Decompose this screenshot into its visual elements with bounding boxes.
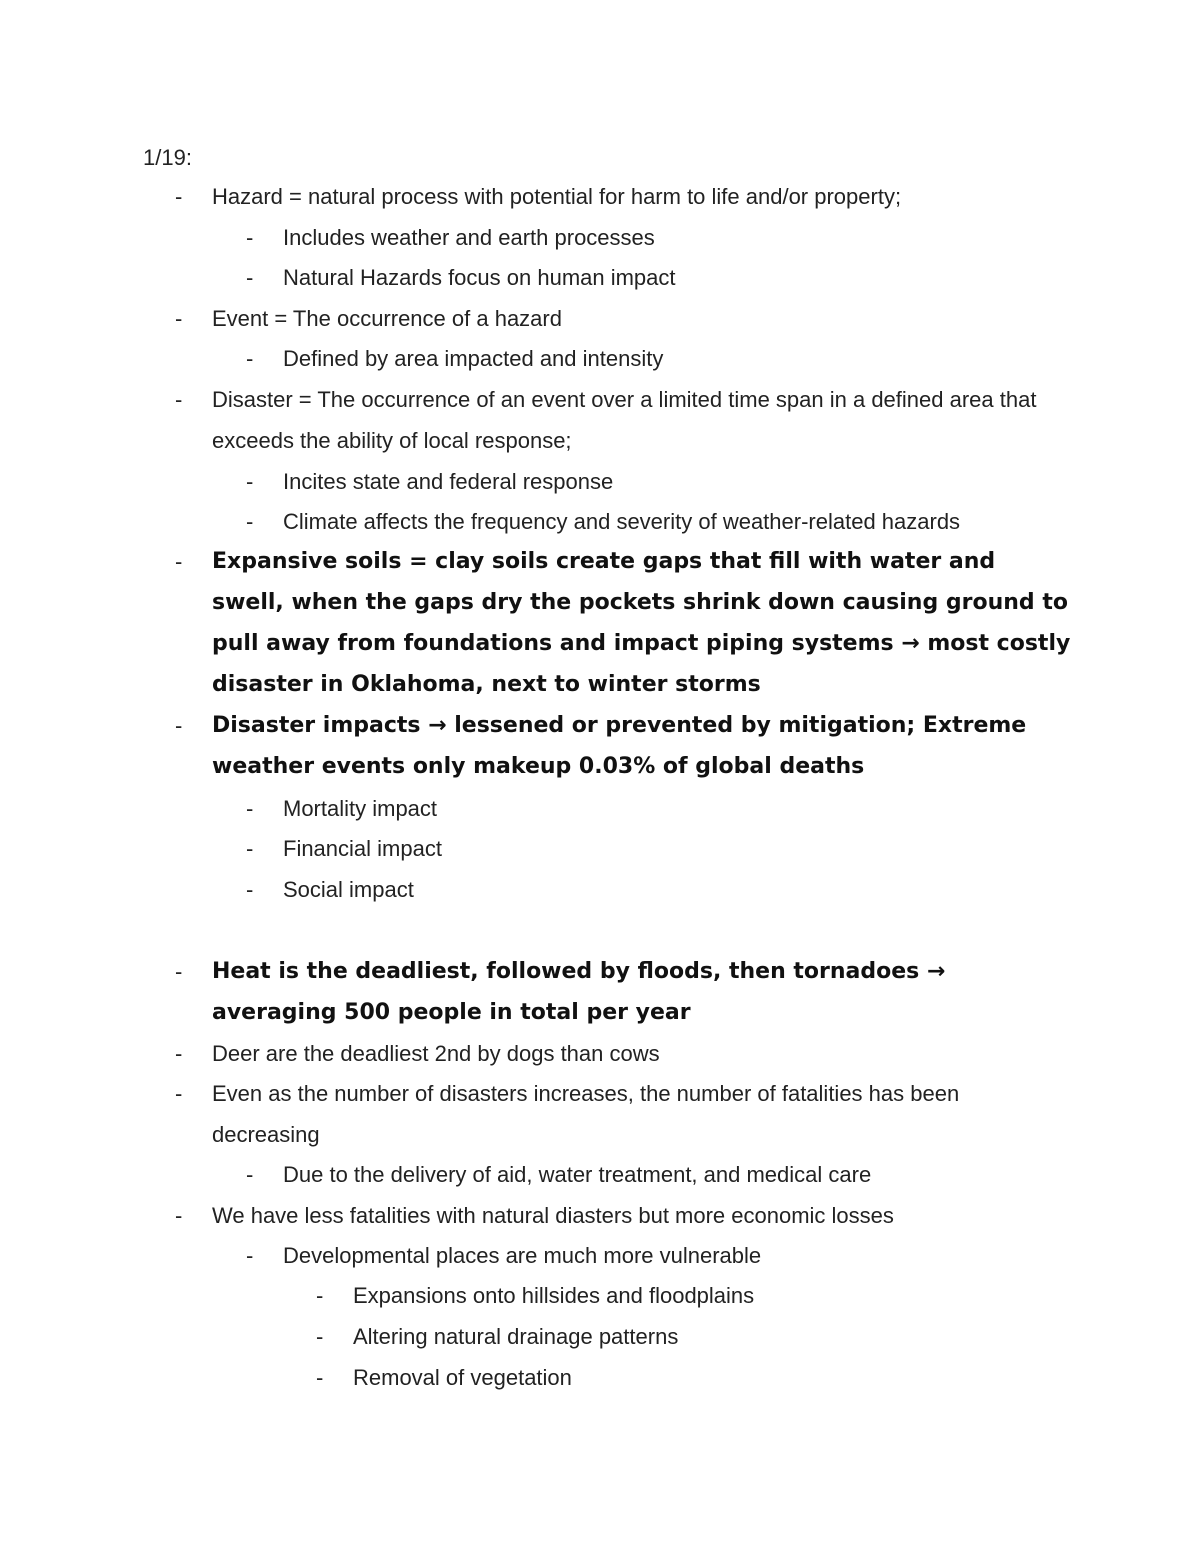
note-text: Incites state and federal response [283,469,614,494]
note-text: Altering natural drainage patterns [353,1324,679,1349]
note-text: Disaster impacts → lessened or prevented by mitigation; Extreme weather events only makeup 0.03% of global deaths [212,713,1027,779]
list-item [246,828,1073,869]
note-text: Includes weather and earth processes [283,225,655,250]
date-heading: 1/19: [143,145,192,170]
list-item [316,1316,1073,1357]
list-item [246,257,1073,298]
bullet-dash: - [175,713,183,738]
bullet-dash: - [316,1283,324,1308]
bullet-dash: - [246,836,254,861]
list-item [316,1357,1073,1398]
note-text: Developmental places are much more vulnerable [283,1243,762,1268]
list-item [175,705,1072,787]
note-text: Natural Hazards focus on human impact [283,265,676,290]
note-text: Even as the number of disasters increases, the number of fatalities has been decreasing [212,1081,960,1147]
note-text: Deer are the deadliest 2nd by dogs than cows [212,1041,660,1066]
list-item [246,461,1073,502]
note-text: Financial impact [283,836,442,861]
list-item [246,217,1073,258]
bullet-dash: - [175,549,183,574]
list-item [246,501,1073,542]
bullet-dash: - [316,1324,324,1349]
note-text: Defined by area impacted and intensity [283,346,664,371]
list-item [246,1154,1073,1195]
bullet-dash: - [246,346,254,371]
note-text: Event = The occurrence of a hazard [212,306,562,331]
note-text: Expansive soils = clay soils create gaps that fill with water and swell, when the gaps dry the pockets shrink down causing ground to pull away from foundations and impact piping systems → most costly disaster in Oklahoma, next to winter storms [212,549,1071,697]
list-item [175,1073,1072,1155]
note-text: Disaster = The occurrence of an event over a limited time span in a defined area that exceeds the ability of local response; [212,387,1037,453]
note-text: Climate affects the frequency and severity of weather-related hazards [283,509,961,534]
bullet-dash: - [175,1081,183,1106]
note-text: Expansions onto hillsides and floodplains [353,1283,755,1308]
list-item [175,176,1072,217]
list-item [175,541,1072,705]
list-item [246,1235,1073,1276]
bullet-dash: - [246,1243,254,1268]
list-item [175,1033,1072,1074]
list-item [316,1275,1073,1316]
note-text: Hazard = natural process with potential for harm to life and/or property; [212,184,902,209]
note-text: We have less fatalities with natural diasters but more economic losses [212,1203,894,1228]
list-item [175,951,1072,1033]
note-text: Due to the delivery of aid, water treatment, and medical care [283,1162,872,1187]
bullet-dash: - [246,796,254,821]
note-text: Mortality impact [283,796,438,821]
list-item [175,1195,1072,1236]
list-item [246,869,1073,910]
bullet-dash: - [175,1203,183,1228]
note-text: Social impact [283,877,414,902]
note-text: Removal of vegetation [353,1365,572,1390]
list-item [175,298,1072,339]
bullet-dash: - [175,184,183,209]
bullet-dash: - [175,387,183,412]
bullet-dash: - [246,469,254,494]
list-item [246,788,1073,829]
bullet-dash: - [175,959,183,984]
bullet-dash: - [246,1162,254,1187]
bullet-dash: - [246,877,254,902]
note-text: Heat is the deadliest, followed by floods, then tornadoes → averaging 500 people in total per year [212,959,946,1025]
bullet-dash: - [175,1041,183,1066]
bullet-dash: - [246,509,254,534]
bullet-dash: - [246,225,254,250]
bullet-dash: - [316,1365,324,1390]
bullet-dash: - [246,265,254,290]
list-item [246,338,1073,379]
bullet-dash: - [175,306,183,331]
list-item [175,379,1072,461]
